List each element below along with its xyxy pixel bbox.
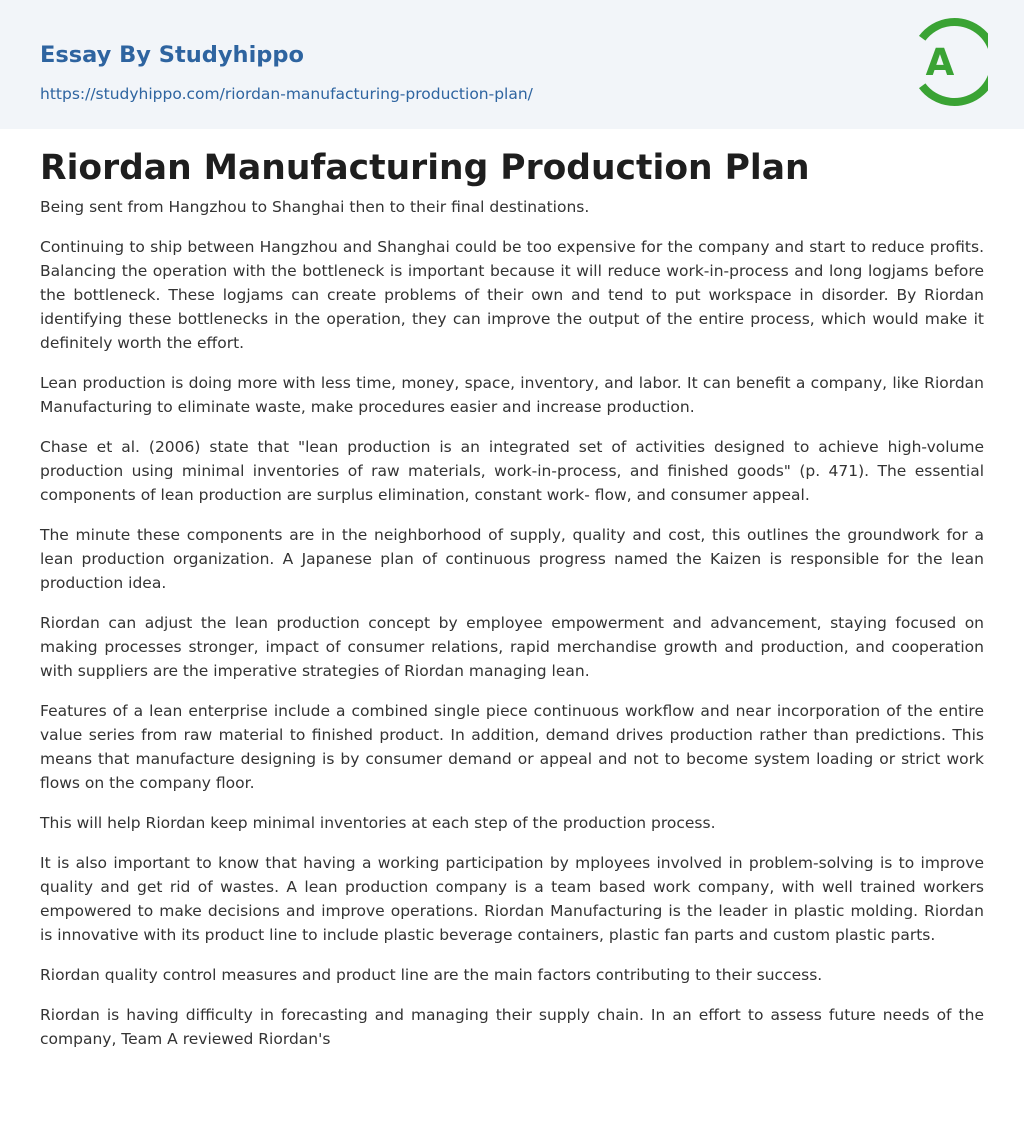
- essay-paragraph: Being sent from Hangzhou to Shanghai then to their final destinations.: [40, 198, 590, 216]
- essay-paragraph: Lean production is doing more with less time, money, space, inventory, and labor. It can benefit a company, like Riordan Manufacturing to eliminate waste, make procedures easier and increase production.: [40, 374, 984, 416]
- studyhippo-logo-icon[interactable]: [910, 17, 988, 107]
- essay-title: Riordan Manufacturing Production Plan: [40, 148, 810, 188]
- essay-paragraph: Features of a lean enterprise include a combined single piece continuous workflow and near incorporation of the entire value series from raw material to finished product. In addition, demand drives production rather than predictions. This means that manufacture designing is by consumer demand or appeal and not to become system loading or strict work flows on the company floor.: [40, 702, 984, 792]
- brand-title[interactable]: Essay By Studyhippo: [40, 42, 304, 68]
- essay-paragraph: Riordan quality control measures and product line are the main factors contributing to their success.: [40, 966, 823, 984]
- essay-paragraph: Riordan can adjust the lean production concept by employee empowerment and advancement, staying focused on making processes stronger, impact of consumer relations, rapid merchandise growth and production, and cooperation with suppliers are the imperative strategies of Riordan managing lean.: [40, 614, 984, 680]
- essay-paragraph: Continuing to ship between Hangzhou and Shanghai could be too expensive for the company and start to reduce profits. Balancing the operation with the bottleneck is important because it will reduce work-in-process and long logjams before the bottleneck. These logjams can create problems of their own and tend to put workspace in disorder. By Riordan identifying these bottlenecks in the operation, they can improve the output of the entire process, which would make it definitely worth the effort.: [40, 238, 984, 352]
- essay-paragraph: It is also important to know that having a working participation by mployees involved in problem-solving is to improve quality and get rid of wastes. A lean production company is a team based work company, with well trained workers empowered to make decisions and improve operations. Riordan Manufacturing is the leader in plastic molding. Riordan is innovative with its product line to include plastic beverage containers, plastic fan parts and custom plastic parts.: [40, 854, 984, 944]
- essay-paragraph: Chase et al. (2006) state that "lean production is an integrated set of activities designed to achieve high-volume production using minimal inventories of raw materials, work-in-process, and finished goods" (p. 471). The essential components of lean production are surplus elimination, constant work- flow, and consumer appeal.: [40, 438, 984, 504]
- essay-content: [0, 129, 1024, 1051]
- site-header: [0, 0, 1024, 129]
- essay-paragraph: This will help Riordan keep minimal inventories at each step of the production process.: [40, 814, 716, 832]
- essay-paragraph: The minute these components are in the neighborhood of supply, quality and cost, this outlines the groundwork for a lean production organization. A Japanese plan of continuous progress named the Kaizen is responsible for the lean production idea.: [40, 526, 984, 592]
- essay-paragraph: Riordan is having difficulty in forecasting and managing their supply chain. In an effort to assess future needs of the company, Team A reviewed Riordan's: [40, 1006, 984, 1048]
- source-url-link[interactable]: https://studyhippo.com/riordan-manufacturing-production-plan/: [40, 85, 533, 103]
- logo-letter: A: [925, 41, 955, 84]
